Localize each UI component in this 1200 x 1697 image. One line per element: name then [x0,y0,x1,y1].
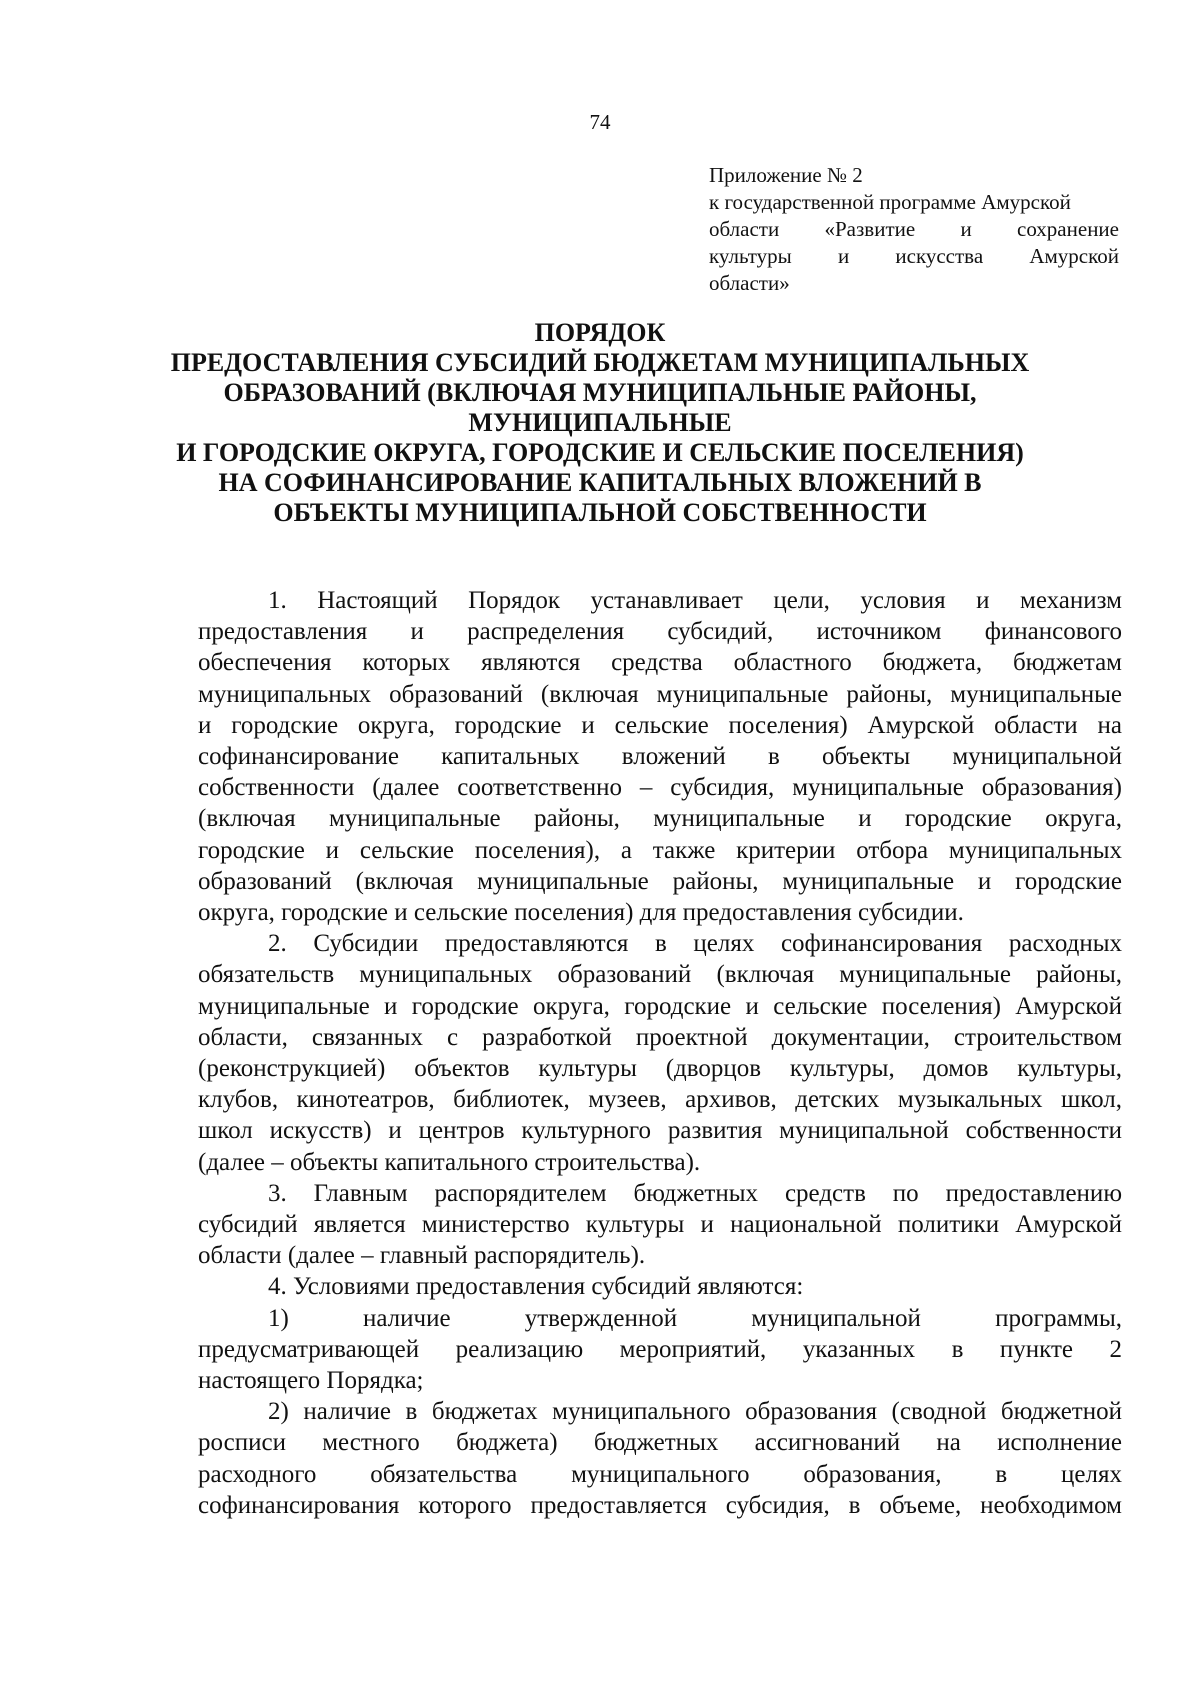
document-body [198,585,1122,1521]
body-line: 2) наличие в бюджетах муниципального образования (сводной бюджетной [268,1398,1122,1426]
body-line: 4. Условиями предоставления субсидий являются: [268,1273,804,1301]
body-line: софинансирование капитальных вложений в объекты муниципальной [198,743,1122,771]
body-line: обеспечения которых являются средства областного бюджета, бюджетам [198,649,1122,677]
body-line: клубов, кинотеатров, библиотек, музеев, архивов, детских музыкальных школ, [198,1086,1122,1114]
body-line: области (далее – главный распорядитель). [198,1242,646,1270]
title-line: И ГОРОДСКИЕ ОКРУГА, ГОРОДСКИЕ И СЕЛЬСКИЕ ПОСЕЛЕНИЯ) [176,438,1024,467]
body-line: собственности (далее соответственно – субсидия, муниципальные образования) [198,774,1122,802]
body-line: 3. Главным распорядителем бюджетных средств по предоставлению [268,1179,1122,1207]
body-line: 1) наличие утвержденной муниципальной программы, [268,1304,1122,1332]
body-line: школ искусств) и центров культурного развития муниципальной собственности [198,1117,1122,1145]
appendix-header [709,162,1119,297]
body-line: настоящего Порядка; [198,1367,424,1395]
body-line: (реконструкцией) объектов культуры (дворцов культуры, домов культуры, [198,1055,1122,1083]
appendix-line: области» [709,271,790,295]
body-line: муниципальных образований (включая муниципальные районы, муниципальные [198,680,1122,708]
body-line: (далее – объекты капитального строительства). [198,1148,701,1176]
title-line: ОБЪЕКТЫ МУНИЦИПАЛЬНОЙ СОБСТВЕННОСТИ [273,498,927,527]
appendix-line: области «Развитие и сохранение [709,217,1119,241]
body-line: и городские округа, городские и сельские поселения) Амурской области на [198,711,1122,739]
title-line: МУНИЦИПАЛЬНЫЕ [468,408,732,437]
document-title [150,318,1050,528]
body-line: округа, городские и сельские поселения) для предоставления субсидии. [198,899,964,927]
title-line: ПОРЯДОК [534,318,666,347]
body-line: субсидий является министерство культуры и национальной политики Амурской [198,1211,1122,1239]
appendix-line: культуры и искусства Амурской [709,244,1119,268]
appendix-line: к государственной программе Амурской [709,190,1071,214]
title-line: НА СОФИНАНСИРОВАНИЕ КАПИТАЛЬНЫХ ВЛОЖЕНИЙ В [218,468,982,497]
body-line: образований (включая муниципальные районы, муниципальные и городские [198,867,1122,895]
body-line: обязательств муниципальных образований (включая муниципальные районы, [198,961,1122,989]
body-line: предусматривающей реализацию мероприятий, указанных в пункте 2 [198,1335,1122,1363]
title-line: ОБРАЗОВАНИЙ (ВКЛЮЧАЯ МУНИЦИПАЛЬНЫЕ РАЙОНЫ, [223,378,977,407]
body-line: росписи местного бюджета) бюджетных ассигнований на исполнение [198,1429,1122,1457]
body-line: софинансирования которого предоставляется субсидия, в объеме, необходимом [198,1491,1122,1519]
page-number: 74 [589,110,611,134]
body-line: городские и сельские поселения), а также критерии отбора муниципальных [198,836,1122,864]
body-line: расходного обязательства муниципального образования, в целях [198,1460,1122,1488]
body-line: муниципальные и городские округа, городские и сельские поселения) Амурской [198,992,1122,1020]
appendix-line: Приложение № 2 [709,163,863,187]
body-line: области, связанных с разработкой проектной документации, строительством [198,1023,1122,1051]
title-line: ПРЕДОСТАВЛЕНИЯ СУБСИДИЙ БЮДЖЕТАМ МУНИЦИПАЛЬНЫХ [170,348,1030,377]
body-line: предоставления и распределения субсидий, источником финансового [198,618,1122,646]
body-line: 1. Настоящий Порядок устанавливает цели, условия и механизм [268,587,1122,614]
body-line: 2. Субсидии предоставляются в целях софинансирования расходных [268,930,1122,958]
body-line: (включая муниципальные районы, муниципальные и городские округа, [198,805,1122,833]
